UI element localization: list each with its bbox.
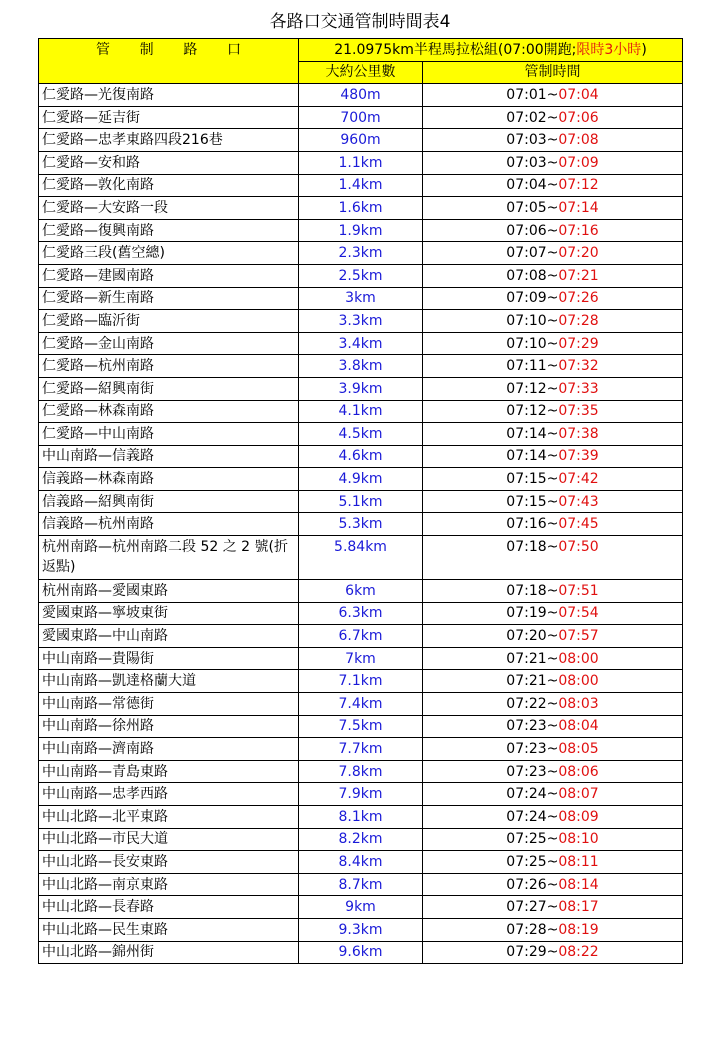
- distance-cell: 6.3km: [299, 602, 423, 625]
- time-end: 07:12: [558, 177, 599, 194]
- table-row: [39, 580, 683, 603]
- time-end: 07:33: [558, 380, 599, 397]
- time-cell: [423, 423, 683, 446]
- time-end: 07:54: [558, 605, 599, 622]
- table-row: [39, 445, 683, 468]
- time-cell: [423, 580, 683, 603]
- time-cell: [423, 670, 683, 693]
- intersection-cell: 中山南路—貴陽街: [39, 647, 299, 670]
- time-end: 08:03: [558, 695, 599, 712]
- time-cell: [423, 468, 683, 491]
- distance-cell: 8.2km: [299, 828, 423, 851]
- time-end: 07:57: [558, 628, 599, 645]
- header-row-1: [39, 39, 683, 62]
- time-end: 08:09: [558, 808, 599, 825]
- table-row: [39, 536, 683, 580]
- table-row: [39, 760, 683, 783]
- table-row: [39, 647, 683, 670]
- intersection-cell: 中山南路—青島東路: [39, 760, 299, 783]
- time-start: 07:07~: [506, 245, 559, 262]
- time-start: 07:15~: [506, 493, 559, 510]
- table-row: [39, 806, 683, 829]
- time-start: 07:10~: [506, 312, 559, 329]
- traffic-control-table: [38, 38, 683, 964]
- time-end: 08:05: [558, 741, 599, 758]
- table-row: [39, 602, 683, 625]
- time-end: 08:17: [558, 899, 599, 916]
- time-start: 07:24~: [506, 808, 559, 825]
- time-start: 07:18~: [506, 539, 559, 556]
- distance-cell: 9km: [299, 896, 423, 919]
- time-cell: [423, 287, 683, 310]
- time-cell: [423, 242, 683, 265]
- time-start: 07:25~: [506, 853, 559, 870]
- time-start: 07:26~: [506, 876, 559, 893]
- time-end: 07:32: [558, 358, 599, 375]
- intersection-cell: 中山北路—長春路: [39, 896, 299, 919]
- time-start: 07:19~: [506, 605, 559, 622]
- time-cell: [423, 647, 683, 670]
- distance-cell: 4.1km: [299, 400, 423, 423]
- time-start: 07:04~: [506, 177, 559, 194]
- intersection-cell: 仁愛路—林森南路: [39, 400, 299, 423]
- time-end: 08:06: [558, 763, 599, 780]
- time-end: 08:11: [558, 853, 599, 870]
- time-end: 07:38: [558, 425, 599, 442]
- time-end: 07:51: [558, 582, 599, 599]
- intersection-cell: 仁愛路三段(舊空總): [39, 242, 299, 265]
- time-start: 07:21~: [506, 650, 559, 667]
- time-end: 08:00: [558, 673, 599, 690]
- distance-cell: 7.5km: [299, 715, 423, 738]
- distance-cell: 3km: [299, 287, 423, 310]
- distance-cell: 7.9km: [299, 783, 423, 806]
- time-end: 08:00: [558, 650, 599, 667]
- table-row: [39, 670, 683, 693]
- table-row: [39, 310, 683, 333]
- time-cell: [423, 873, 683, 896]
- intersection-cell: 仁愛路—安和路: [39, 151, 299, 174]
- distance-cell: 2.5km: [299, 264, 423, 287]
- time-cell: [423, 332, 683, 355]
- intersection-cell: 仁愛路—大安路一段: [39, 197, 299, 220]
- table-row: [39, 219, 683, 242]
- time-start: 07:12~: [506, 403, 559, 420]
- distance-cell: 5.1km: [299, 490, 423, 513]
- intersection-cell: 仁愛路—敦化南路: [39, 174, 299, 197]
- time-end: 07:42: [558, 471, 599, 488]
- distance-cell: 9.6km: [299, 941, 423, 964]
- time-cell: [423, 355, 683, 378]
- time-start: 07:22~: [506, 695, 559, 712]
- time-cell: [423, 513, 683, 536]
- distance-cell: 1.6km: [299, 197, 423, 220]
- time-cell: [423, 310, 683, 333]
- distance-header: 大約公里數: [299, 61, 423, 84]
- time-cell: [423, 918, 683, 941]
- distance-cell: 1.1km: [299, 151, 423, 174]
- table-row: [39, 490, 683, 513]
- distance-cell: 5.84km: [299, 536, 423, 580]
- distance-cell: 5.3km: [299, 513, 423, 536]
- time-cell: [423, 106, 683, 129]
- time-end: 07:14: [558, 199, 599, 216]
- intersection-cell: 中山北路—錦州街: [39, 941, 299, 964]
- intersection-cell: 中山南路—信義路: [39, 445, 299, 468]
- time-start: 07:27~: [506, 899, 559, 916]
- time-cell: [423, 219, 683, 242]
- distance-cell: 8.4km: [299, 851, 423, 874]
- table-row: [39, 197, 683, 220]
- intersection-cell: 仁愛路—延吉街: [39, 106, 299, 129]
- time-end: 07:45: [558, 516, 599, 533]
- intersection-cell: 仁愛路—復興南路: [39, 219, 299, 242]
- table-row: [39, 851, 683, 874]
- time-start: 07:16~: [506, 516, 559, 533]
- time-cell: [423, 828, 683, 851]
- time-cell: [423, 806, 683, 829]
- distance-cell: 8.1km: [299, 806, 423, 829]
- distance-cell: 4.5km: [299, 423, 423, 446]
- table-row: [39, 400, 683, 423]
- time-cell: [423, 197, 683, 220]
- intersection-cell: 中山南路—濟南路: [39, 738, 299, 761]
- time-end: 07:43: [558, 493, 599, 510]
- intersection-cell: 愛國東路—寧坡東街: [39, 602, 299, 625]
- time-end: 07:20: [558, 245, 599, 262]
- distance-cell: 6.7km: [299, 625, 423, 648]
- intersection-cell: 中山南路—徐州路: [39, 715, 299, 738]
- time-end: 07:28: [558, 312, 599, 329]
- time-cell: [423, 896, 683, 919]
- table-row: [39, 625, 683, 648]
- time-start: 07:20~: [506, 628, 559, 645]
- time-cell: [423, 851, 683, 874]
- time-cell: [423, 264, 683, 287]
- time-end: 07:29: [558, 335, 599, 352]
- distance-cell: 2.3km: [299, 242, 423, 265]
- time-start: 07:03~: [506, 154, 559, 171]
- time-end: 07:39: [558, 448, 599, 465]
- time-start: 07:24~: [506, 786, 559, 803]
- intersection-cell: 仁愛路—建國南路: [39, 264, 299, 287]
- table-row: [39, 941, 683, 964]
- distance-cell: 4.9km: [299, 468, 423, 491]
- table-row: [39, 84, 683, 107]
- time-start: 07:06~: [506, 222, 559, 239]
- intersection-cell: 中山南路—凱達格蘭大道: [39, 670, 299, 693]
- distance-cell: 960m: [299, 129, 423, 152]
- distance-cell: 3.8km: [299, 355, 423, 378]
- time-start: 07:08~: [506, 267, 559, 284]
- time-end: 07:26: [558, 290, 599, 307]
- time-cell: [423, 445, 683, 468]
- time-cell: [423, 400, 683, 423]
- intersection-cell: 中山北路—市民大道: [39, 828, 299, 851]
- time-cell: [423, 760, 683, 783]
- time-start: 07:03~: [506, 132, 559, 149]
- intersection-cell: 杭州南路—愛國東路: [39, 580, 299, 603]
- time-start: 07:10~: [506, 335, 559, 352]
- table-row: [39, 738, 683, 761]
- table-row: [39, 106, 683, 129]
- time-start: 07:28~: [506, 921, 559, 938]
- time-cell: [423, 602, 683, 625]
- table-row: [39, 783, 683, 806]
- distance-cell: 4.6km: [299, 445, 423, 468]
- intersection-cell: 信義路—林森南路: [39, 468, 299, 491]
- time-start: 07:18~: [506, 582, 559, 599]
- distance-cell: 7.1km: [299, 670, 423, 693]
- time-end: 08:14: [558, 876, 599, 893]
- intersection-cell: 愛國東路—中山南路: [39, 625, 299, 648]
- time-end: 08:10: [558, 831, 599, 848]
- time-cell: [423, 129, 683, 152]
- time-cell: [423, 783, 683, 806]
- time-end: 07:06: [558, 109, 599, 126]
- table-row: [39, 332, 683, 355]
- table-row: [39, 287, 683, 310]
- table-row: [39, 513, 683, 536]
- distance-cell: 7.4km: [299, 693, 423, 716]
- time-start: 07:23~: [506, 763, 559, 780]
- time-end: 08:04: [558, 718, 599, 735]
- intersection-cell: 中山北路—南京東路: [39, 873, 299, 896]
- intersection-cell: 信義路—杭州南路: [39, 513, 299, 536]
- time-end: 08:19: [558, 921, 599, 938]
- intersection-header: 管 制 路 口: [39, 39, 299, 84]
- time-start: 07:12~: [506, 380, 559, 397]
- distance-cell: 480m: [299, 84, 423, 107]
- time-header: 管制時間: [423, 61, 683, 84]
- table-row: [39, 693, 683, 716]
- intersection-cell: 杭州南路—杭州南路二段 52 之 2 號(折返點): [39, 536, 299, 580]
- table-row: [39, 151, 683, 174]
- table-row: [39, 896, 683, 919]
- time-start: 07:11~: [506, 358, 559, 375]
- time-cell: [423, 941, 683, 964]
- table-row: [39, 264, 683, 287]
- time-start: 07:14~: [506, 448, 559, 465]
- time-start: 07:01~: [506, 86, 559, 103]
- time-cell: [423, 377, 683, 400]
- table-row: [39, 423, 683, 446]
- time-end: 08:07: [558, 786, 599, 803]
- intersection-cell: 仁愛路—中山南路: [39, 423, 299, 446]
- time-cell: [423, 151, 683, 174]
- distance-cell: 7.7km: [299, 738, 423, 761]
- intersection-cell: 仁愛路—臨沂街: [39, 310, 299, 333]
- table-row: [39, 242, 683, 265]
- time-start: 07:29~: [506, 944, 559, 961]
- distance-cell: 7km: [299, 647, 423, 670]
- time-start: 07:25~: [506, 831, 559, 848]
- distance-cell: 7.8km: [299, 760, 423, 783]
- time-end: 07:09: [558, 154, 599, 171]
- table-row: [39, 129, 683, 152]
- time-start: 07:23~: [506, 741, 559, 758]
- time-start: 07:09~: [506, 290, 559, 307]
- intersection-cell: 中山南路—忠孝西路: [39, 783, 299, 806]
- time-cell: [423, 84, 683, 107]
- time-cell: [423, 536, 683, 580]
- table-row: [39, 355, 683, 378]
- time-end: 07:50: [558, 539, 599, 556]
- intersection-cell: 仁愛路—光復南路: [39, 84, 299, 107]
- time-cell: [423, 625, 683, 648]
- table-row: [39, 873, 683, 896]
- intersection-cell: 信義路—紹興南街: [39, 490, 299, 513]
- time-end: 07:16: [558, 222, 599, 239]
- intersection-cell: 仁愛路—杭州南路: [39, 355, 299, 378]
- time-cell: [423, 738, 683, 761]
- table-row: [39, 174, 683, 197]
- time-start: 07:23~: [506, 718, 559, 735]
- distance-cell: 3.9km: [299, 377, 423, 400]
- intersection-cell: 中山南路—常德街: [39, 693, 299, 716]
- time-end: 08:22: [558, 944, 599, 961]
- time-start: 07:14~: [506, 425, 559, 442]
- distance-cell: 9.3km: [299, 918, 423, 941]
- intersection-cell: 中山北路—北平東路: [39, 806, 299, 829]
- time-start: 07:05~: [506, 199, 559, 216]
- time-end: 07:35: [558, 403, 599, 420]
- time-cell: [423, 715, 683, 738]
- table-row: [39, 377, 683, 400]
- time-end: 07:08: [558, 132, 599, 149]
- distance-cell: 3.4km: [299, 332, 423, 355]
- time-start: 07:15~: [506, 471, 559, 488]
- distance-cell: 1.4km: [299, 174, 423, 197]
- distance-cell: 1.9km: [299, 219, 423, 242]
- table-row: [39, 715, 683, 738]
- race-header: 21.0975km半程馬拉松組(07:00開跑;限時3小時): [299, 39, 683, 62]
- intersection-cell: 仁愛路—紹興南街: [39, 377, 299, 400]
- table-row: [39, 468, 683, 491]
- table-row: [39, 918, 683, 941]
- time-start: 07:21~: [506, 673, 559, 690]
- distance-cell: 700m: [299, 106, 423, 129]
- intersection-cell: 仁愛路—金山南路: [39, 332, 299, 355]
- time-cell: [423, 693, 683, 716]
- distance-cell: 6km: [299, 580, 423, 603]
- intersection-cell: 中山北路—民生東路: [39, 918, 299, 941]
- time-start: 07:02~: [506, 109, 559, 126]
- distance-cell: 3.3km: [299, 310, 423, 333]
- page-title: 各路口交通管制時間表4: [269, 12, 451, 32]
- intersection-cell: 仁愛路—新生南路: [39, 287, 299, 310]
- time-cell: [423, 174, 683, 197]
- time-end: 07:21: [558, 267, 599, 284]
- time-end: 07:04: [558, 86, 599, 103]
- time-cell: [423, 490, 683, 513]
- table-row: [39, 828, 683, 851]
- intersection-cell: 中山北路—長安東路: [39, 851, 299, 874]
- distance-cell: 8.7km: [299, 873, 423, 896]
- intersection-cell: 仁愛路—忠孝東路四段216巷: [39, 129, 299, 152]
